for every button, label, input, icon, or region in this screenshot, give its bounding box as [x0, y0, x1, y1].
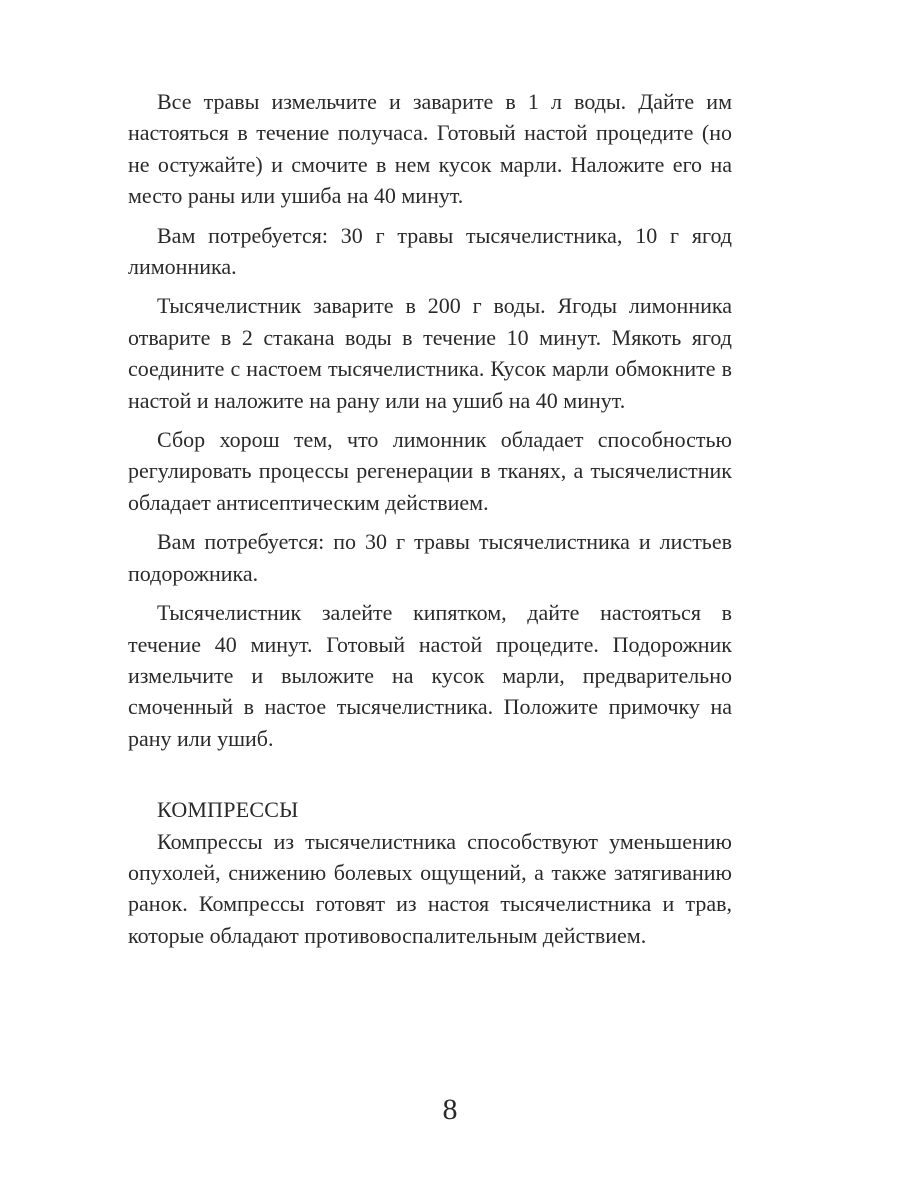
page-body	[128, 86, 732, 959]
section-heading: КОМПРЕССЫ	[157, 797, 299, 823]
paragraph-infusion-instructions: Все травы измельчите и заварите в 1 л воды. Дайте им настояться в течение получаса. Готовый настой процедите (но не остужайте) и смочите в нем кусок марли. Наложите его на место раны или ушиба на 40 минут.	[128, 89, 732, 209]
paragraph-yarrow-plantain-method: Тысячелистник залейте кипятком, дайте настояться в течение 40 минут. Готовый настой процедите. Подорожник измельчите и выложите на кусок марли, предварительно смоченный в настое тысячелистника. Положите примочку на рану или ушиб.	[128, 600, 732, 751]
paragraph-ingredients-yarrow-plantain: Вам потребуется: по 30 г травы тысячелистника и листьев подорожника.	[128, 529, 732, 586]
page-number: 8	[442, 1093, 458, 1126]
paragraph-collection-benefits: Сбор хорош тем, что лимонник обладает способностью регулировать процессы регенерации в тканях, а тысячелистник обладает антисептическим действием.	[128, 427, 732, 515]
paragraph-compresses: Компрессы из тысячелистника способствуют уменьшению опухолей, снижению болевых ощущений, а также затягиванию ранок. Компрессы готовят из настоя тысячелистника и трав, которые обладают противовоспалительным действием.	[128, 828, 732, 948]
paragraph-ingredients-yarrow-schisandra: Вам потребуется: 30 г травы тысячелистника, 10 г ягод лимонника.	[128, 222, 732, 280]
paragraph-yarrow-schisandra-method: Тысячелистник заварите в 200 г воды. Ягоды лимонника отварите в 2 стакана воды в течение 10 минут. Мякоть ягод соедините с настоем тысячелистника. Кусок марли обмокните в настой и наложите на рану или на ушиб на 40 минут.	[128, 293, 732, 413]
